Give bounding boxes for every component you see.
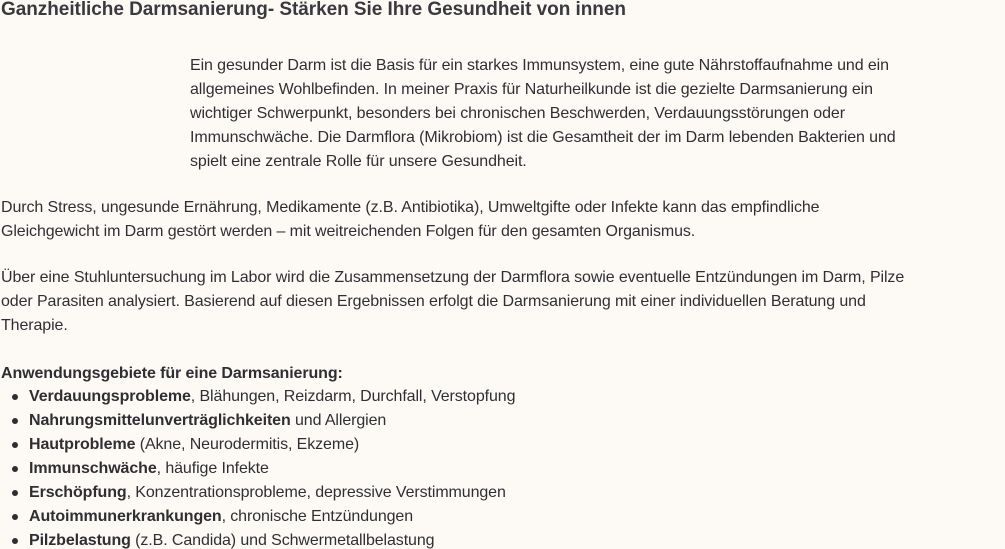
list-item-detail: , Blähungen, Reizdarm, Durchfall, Verstopfung	[190, 388, 516, 405]
list-item	[0, 505, 515, 529]
paragraph-line: oder Parasiten analysiert. Basierend auf diesen Ergebnissen erfolgt die Darmsanierung mit einer individuellen Beratung und	[1, 293, 866, 310]
intro-line: spielt eine zentrale Rolle für unsere Gesundheit.	[190, 153, 527, 170]
indications-list	[0, 385, 515, 549]
causes-paragraph	[1, 196, 1005, 244]
bullet-icon	[12, 466, 18, 472]
list-item-term: Pilzbelastung	[29, 532, 131, 549]
intro-line: Ein gesunder Darm ist die Basis für ein starkes Immunsystem, eine gute Nährstoffaufnahme und ein	[190, 57, 889, 74]
list-item-detail: und Allergien	[290, 412, 387, 429]
list-item-detail: , chronische Entzündungen	[221, 508, 414, 525]
paragraph-line: Therapie.	[1, 317, 68, 334]
list-item-term: Erschöpfung	[29, 484, 127, 501]
diagnosis-paragraph	[1, 266, 1005, 338]
list-item-term: Immunschwäche	[29, 460, 157, 477]
bullet-icon	[12, 538, 18, 544]
list-item-term: Nahrungsmittelunverträglichkeiten	[29, 412, 291, 429]
list-item-detail: , Konzentrationsprobleme, depressive Verstimmungen	[126, 484, 506, 501]
list-item-detail: , häufige Infekte	[156, 460, 269, 477]
bullet-icon	[12, 394, 18, 400]
list-item	[0, 457, 515, 481]
list-item-detail: (z.B. Candida) und Schwermetallbelastung	[130, 532, 435, 549]
list-item-term: Hautprobleme	[29, 436, 136, 453]
bullet-icon	[12, 490, 18, 496]
list-item-term: Autoimmunerkrankungen	[29, 508, 222, 525]
bullet-icon	[12, 442, 18, 448]
list-item	[0, 409, 515, 433]
intro-paragraph	[190, 54, 990, 174]
list-item-detail: (Akne, Neurodermitis, Ekzeme)	[135, 436, 360, 453]
indications-heading: Anwendungsgebiete für eine Darmsanierung:	[1, 365, 343, 382]
list-item-term: Verdauungsprobleme	[29, 388, 191, 405]
page-title: Ganzheitliche Darmsanierung- Stärken Sie Ihre Gesundheit von innen	[1, 0, 626, 20]
intro-line: Immunschwäche. Die Darmflora (Mikrobiom) ist die Gesamtheit der im Darm lebenden Bakterien und	[190, 129, 896, 146]
list-item	[0, 529, 515, 549]
list-item	[0, 385, 515, 409]
bullet-icon	[12, 514, 18, 520]
list-item	[0, 433, 515, 457]
paragraph-line: Gleichgewicht im Darm gestört werden – mit weitreichenden Folgen für den gesamten Organismus.	[1, 223, 696, 240]
intro-line: allgemeines Wohlbefinden. In meiner Praxis für Naturheilkunde ist die gezielte Darmsanierung ein	[190, 81, 873, 98]
intro-line: wichtiger Schwerpunkt, besonders bei chronischen Beschwerden, Verdauungsstörungen oder	[190, 105, 845, 122]
paragraph-line: Durch Stress, ungesunde Ernährung, Medikamente (z.B. Antibiotika), Umweltgifte oder Infekte kann das empfindliche	[1, 199, 820, 216]
bullet-icon	[12, 418, 18, 424]
list-item	[0, 481, 515, 505]
paragraph-line: Über eine Stuhluntersuchung im Labor wird die Zusammensetzung der Darmflora sowie eventuelle Entzündungen im Darm, Pilze	[1, 269, 905, 286]
